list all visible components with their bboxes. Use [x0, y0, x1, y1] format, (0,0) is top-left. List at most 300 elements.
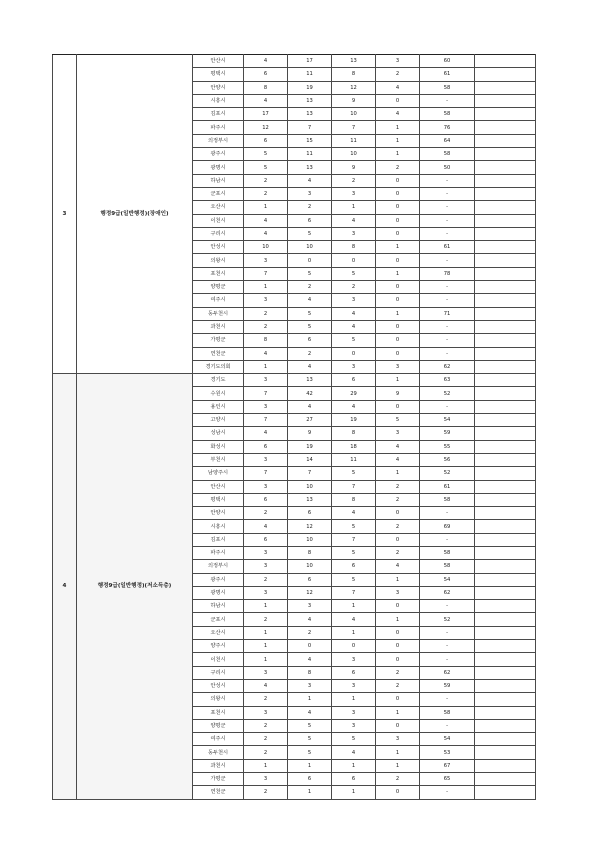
region-cell: 파주시 [193, 546, 244, 559]
value-cell [475, 520, 536, 533]
value-cell: 8 [288, 666, 332, 679]
value-cell: 6 [244, 134, 288, 147]
value-cell: 27 [288, 414, 332, 427]
value-cell: 0 [376, 786, 420, 799]
value-cell: 5 [332, 733, 376, 746]
value-cell: 4 [244, 227, 288, 240]
value-cell [475, 653, 536, 666]
value-cell: 54 [420, 573, 475, 586]
value-cell: 1 [288, 759, 332, 772]
region-cell: 용인시 [193, 400, 244, 413]
value-cell: 0 [376, 254, 420, 267]
region-cell: 양주시 [193, 640, 244, 653]
value-cell [475, 360, 536, 373]
value-cell: 2 [288, 281, 332, 294]
value-cell: 62 [420, 586, 475, 599]
value-cell: 2 [244, 719, 288, 732]
region-cell: 의정부시 [193, 560, 244, 573]
value-cell: - [420, 227, 475, 240]
value-cell: - [420, 94, 475, 107]
region-cell: 경기도의회 [193, 360, 244, 373]
value-cell: 2 [376, 773, 420, 786]
value-cell: 11 [288, 148, 332, 161]
value-cell: 17 [244, 108, 288, 121]
value-cell: 4 [244, 520, 288, 533]
value-cell: 76 [420, 121, 475, 134]
value-cell [475, 108, 536, 121]
value-cell: 4 [244, 347, 288, 360]
region-cell: 의왕시 [193, 693, 244, 706]
recruitment-results-table [52, 54, 536, 800]
value-cell [475, 148, 536, 161]
value-cell [475, 387, 536, 400]
value-cell: 10 [244, 241, 288, 254]
value-cell: 9 [376, 387, 420, 400]
value-cell: 6 [332, 560, 376, 573]
value-cell: 4 [332, 307, 376, 320]
value-cell: 4 [288, 360, 332, 373]
region-cell: 여주시 [193, 733, 244, 746]
value-cell: 61 [420, 241, 475, 254]
value-cell: 1 [244, 653, 288, 666]
value-cell [475, 440, 536, 453]
region-cell: 시흥시 [193, 94, 244, 107]
value-cell: 2 [244, 307, 288, 320]
value-cell: 0 [376, 693, 420, 706]
region-cell: 과천시 [193, 320, 244, 333]
value-cell: 7 [244, 467, 288, 480]
group-number: 3 [53, 55, 77, 374]
region-cell: 하남시 [193, 174, 244, 187]
region-cell: 동두천시 [193, 746, 244, 759]
value-cell: 15 [288, 134, 332, 147]
value-cell: - [420, 600, 475, 613]
value-cell: 3 [244, 374, 288, 387]
value-cell: 1 [244, 360, 288, 373]
region-cell: 의왕시 [193, 254, 244, 267]
value-cell: 7 [288, 467, 332, 480]
value-cell: 7 [244, 267, 288, 280]
value-cell: 10 [288, 241, 332, 254]
value-cell: 2 [376, 493, 420, 506]
value-cell: 1 [376, 267, 420, 280]
table-row [53, 374, 536, 387]
value-cell: 6 [332, 374, 376, 387]
value-cell: 29 [332, 387, 376, 400]
region-cell: 오산시 [193, 201, 244, 214]
value-cell: 5 [288, 267, 332, 280]
value-cell: 56 [420, 453, 475, 466]
value-cell: 10 [288, 560, 332, 573]
region-cell: 의정부시 [193, 134, 244, 147]
value-cell: - [420, 719, 475, 732]
value-cell: 62 [420, 666, 475, 679]
value-cell: 2 [376, 679, 420, 692]
value-cell: 3 [244, 480, 288, 493]
region-cell: 군포시 [193, 187, 244, 200]
value-cell: 11 [332, 134, 376, 147]
value-cell: 3 [244, 560, 288, 573]
value-cell [475, 187, 536, 200]
value-cell [475, 254, 536, 267]
value-cell: 10 [332, 148, 376, 161]
value-cell [475, 227, 536, 240]
value-cell: 10 [332, 108, 376, 121]
value-cell: 4 [288, 294, 332, 307]
value-cell: 4 [376, 560, 420, 573]
value-cell: 8 [244, 81, 288, 94]
value-cell [475, 573, 536, 586]
value-cell: 3 [376, 733, 420, 746]
value-cell: 7 [244, 414, 288, 427]
value-cell: 0 [376, 281, 420, 294]
value-cell: 17 [288, 55, 332, 68]
region-cell: 남양주시 [193, 467, 244, 480]
group-3 [53, 55, 536, 374]
value-cell: 2 [244, 746, 288, 759]
value-cell [475, 480, 536, 493]
table-row [53, 55, 536, 68]
value-cell: 1 [332, 786, 376, 799]
value-cell: 13 [288, 161, 332, 174]
value-cell: 55 [420, 440, 475, 453]
value-cell: 0 [376, 94, 420, 107]
value-cell: - [420, 174, 475, 187]
value-cell: 4 [332, 214, 376, 227]
value-cell: 5 [332, 520, 376, 533]
value-cell: 2 [376, 520, 420, 533]
value-cell [475, 640, 536, 653]
value-cell: 3 [376, 360, 420, 373]
value-cell: 8 [332, 427, 376, 440]
value-cell: 3 [244, 706, 288, 719]
value-cell: - [420, 533, 475, 546]
value-cell: 58 [420, 706, 475, 719]
value-cell [475, 746, 536, 759]
exam-category: 행정9급(일반행정)(장애인) [77, 55, 193, 374]
value-cell: 3 [244, 254, 288, 267]
value-cell [475, 374, 536, 387]
value-cell: - [420, 626, 475, 639]
value-cell: 0 [376, 294, 420, 307]
value-cell: 2 [244, 693, 288, 706]
value-cell: 0 [376, 347, 420, 360]
value-cell: 3 [332, 719, 376, 732]
exam-category: 행정9급(일반행정)(저소득층) [77, 374, 193, 800]
value-cell: 62 [420, 360, 475, 373]
value-cell: 5 [288, 733, 332, 746]
value-cell: 2 [332, 281, 376, 294]
value-cell: 0 [332, 254, 376, 267]
value-cell: 3 [332, 706, 376, 719]
region-cell: 평택시 [193, 493, 244, 506]
value-cell [475, 453, 536, 466]
value-cell: - [420, 507, 475, 520]
value-cell [475, 427, 536, 440]
value-cell: 0 [376, 653, 420, 666]
value-cell [475, 493, 536, 506]
value-cell: 7 [244, 387, 288, 400]
value-cell: 58 [420, 148, 475, 161]
value-cell: 9 [332, 94, 376, 107]
value-cell: 5 [288, 746, 332, 759]
region-cell: 과천시 [193, 759, 244, 772]
value-cell: 50 [420, 161, 475, 174]
value-cell: 1 [376, 613, 420, 626]
value-cell: 1 [244, 626, 288, 639]
value-cell: 4 [288, 653, 332, 666]
value-cell: 0 [376, 600, 420, 613]
value-cell: 1 [376, 374, 420, 387]
value-cell [475, 161, 536, 174]
value-cell: 58 [420, 560, 475, 573]
value-cell: 2 [376, 546, 420, 559]
value-cell: 58 [420, 493, 475, 506]
value-cell: 0 [332, 347, 376, 360]
value-cell: - [420, 294, 475, 307]
value-cell: 3 [332, 679, 376, 692]
value-cell [475, 693, 536, 706]
value-cell [475, 121, 536, 134]
value-cell: 7 [332, 533, 376, 546]
value-cell: 53 [420, 746, 475, 759]
value-cell: 5 [332, 267, 376, 280]
value-cell: 0 [376, 626, 420, 639]
value-cell: 3 [244, 773, 288, 786]
value-cell [475, 134, 536, 147]
value-cell: 5 [332, 467, 376, 480]
value-cell: 0 [376, 334, 420, 347]
region-cell: 안성시 [193, 241, 244, 254]
value-cell [475, 546, 536, 559]
value-cell [475, 507, 536, 520]
value-cell: 5 [244, 161, 288, 174]
value-cell: 0 [376, 640, 420, 653]
region-cell: 광명시 [193, 586, 244, 599]
region-cell: 동두천시 [193, 307, 244, 320]
value-cell [475, 560, 536, 573]
value-cell: 8 [332, 68, 376, 81]
value-cell: 2 [332, 174, 376, 187]
value-cell: 54 [420, 414, 475, 427]
value-cell: 5 [332, 573, 376, 586]
value-cell: 6 [244, 493, 288, 506]
region-cell: 양평군 [193, 281, 244, 294]
value-cell: 1 [376, 759, 420, 772]
value-cell: 4 [376, 453, 420, 466]
value-cell [475, 281, 536, 294]
value-cell: 14 [288, 453, 332, 466]
value-cell: 59 [420, 679, 475, 692]
value-cell [475, 307, 536, 320]
value-cell [475, 241, 536, 254]
value-cell: 2 [244, 174, 288, 187]
region-cell: 양평군 [193, 719, 244, 732]
region-cell: 파주시 [193, 121, 244, 134]
region-cell: 구리시 [193, 666, 244, 679]
value-cell: 12 [244, 121, 288, 134]
value-cell: 1 [376, 307, 420, 320]
value-cell: 1 [332, 201, 376, 214]
region-cell: 광주시 [193, 148, 244, 161]
value-cell: 0 [376, 400, 420, 413]
region-cell: 김포시 [193, 108, 244, 121]
region-cell: 오산시 [193, 626, 244, 639]
value-cell: 2 [376, 666, 420, 679]
value-cell: 4 [244, 94, 288, 107]
value-cell: 8 [332, 493, 376, 506]
value-cell: 5 [244, 148, 288, 161]
region-cell: 시흥시 [193, 520, 244, 533]
region-cell: 가평군 [193, 773, 244, 786]
value-cell: 6 [244, 440, 288, 453]
value-cell: 0 [376, 533, 420, 546]
region-cell: 여주시 [193, 294, 244, 307]
value-cell [475, 55, 536, 68]
value-cell: 58 [420, 546, 475, 559]
value-cell: - [420, 347, 475, 360]
value-cell: - [420, 400, 475, 413]
value-cell: 1 [244, 600, 288, 613]
value-cell: 2 [244, 187, 288, 200]
value-cell: 3 [244, 546, 288, 559]
value-cell: 52 [420, 387, 475, 400]
value-cell: 1 [244, 201, 288, 214]
value-cell: 0 [376, 214, 420, 227]
value-cell: 13 [288, 94, 332, 107]
region-cell: 이천시 [193, 653, 244, 666]
value-cell: 1 [376, 148, 420, 161]
value-cell: 61 [420, 480, 475, 493]
value-cell [475, 467, 536, 480]
region-cell: 광주시 [193, 573, 244, 586]
value-cell: 0 [332, 640, 376, 653]
value-cell: 1 [288, 786, 332, 799]
value-cell: 4 [288, 174, 332, 187]
value-cell: 9 [288, 427, 332, 440]
value-cell: 59 [420, 427, 475, 440]
value-cell: 0 [376, 719, 420, 732]
region-cell: 가평군 [193, 334, 244, 347]
value-cell: 5 [376, 414, 420, 427]
value-cell: - [420, 201, 475, 214]
value-cell [475, 666, 536, 679]
value-cell: 3 [244, 586, 288, 599]
value-cell: 2 [376, 480, 420, 493]
value-cell: 2 [288, 201, 332, 214]
value-cell [475, 347, 536, 360]
value-cell: 2 [244, 733, 288, 746]
value-cell: 0 [376, 320, 420, 333]
value-cell: 8 [288, 546, 332, 559]
value-cell: 6 [288, 334, 332, 347]
value-cell: 1 [332, 693, 376, 706]
value-cell: 6 [288, 573, 332, 586]
value-cell [475, 81, 536, 94]
value-cell: 78 [420, 267, 475, 280]
value-cell: 12 [288, 520, 332, 533]
value-cell: 1 [332, 759, 376, 772]
value-cell: 3 [288, 187, 332, 200]
value-cell: 4 [244, 427, 288, 440]
value-cell: 65 [420, 773, 475, 786]
value-cell: 6 [288, 214, 332, 227]
value-cell: 19 [288, 440, 332, 453]
value-cell: 3 [332, 227, 376, 240]
value-cell: 2 [244, 786, 288, 799]
value-cell: 3 [244, 453, 288, 466]
value-cell: 13 [288, 493, 332, 506]
value-cell: 6 [288, 507, 332, 520]
group-number: 4 [53, 374, 77, 800]
value-cell: 4 [288, 400, 332, 413]
group-4 [53, 374, 536, 800]
value-cell: - [420, 693, 475, 706]
value-cell: 2 [288, 626, 332, 639]
value-cell: 3 [332, 653, 376, 666]
value-cell: 2 [244, 573, 288, 586]
value-cell: 69 [420, 520, 475, 533]
value-cell [475, 773, 536, 786]
value-cell: 4 [288, 613, 332, 626]
value-cell: 6 [332, 773, 376, 786]
value-cell: 1 [244, 759, 288, 772]
value-cell: 0 [376, 507, 420, 520]
value-cell: 1 [376, 573, 420, 586]
region-cell: 안양시 [193, 507, 244, 520]
value-cell: - [420, 254, 475, 267]
value-cell: 12 [332, 81, 376, 94]
value-cell: 9 [332, 161, 376, 174]
value-cell: 18 [332, 440, 376, 453]
value-cell: 7 [288, 121, 332, 134]
value-cell: 3 [376, 55, 420, 68]
value-cell [475, 719, 536, 732]
region-cell: 화성시 [193, 440, 244, 453]
value-cell: 0 [376, 201, 420, 214]
value-cell: 1 [376, 467, 420, 480]
value-cell: 4 [244, 679, 288, 692]
value-cell: 60 [420, 55, 475, 68]
value-cell: 63 [420, 374, 475, 387]
value-cell: 19 [332, 414, 376, 427]
value-cell: 1 [332, 626, 376, 639]
value-cell: 3 [332, 360, 376, 373]
value-cell: 0 [288, 640, 332, 653]
value-cell [475, 586, 536, 599]
value-cell: 5 [288, 320, 332, 333]
region-cell: 하남시 [193, 600, 244, 613]
value-cell: 58 [420, 108, 475, 121]
region-cell: 경기도 [193, 374, 244, 387]
value-cell: 2 [376, 68, 420, 81]
value-cell: 1 [376, 134, 420, 147]
value-cell: 3 [288, 679, 332, 692]
region-cell: 연천군 [193, 786, 244, 799]
value-cell: 3 [376, 586, 420, 599]
value-cell: 4 [332, 400, 376, 413]
value-cell: 6 [288, 773, 332, 786]
value-cell: 61 [420, 68, 475, 81]
value-cell [475, 786, 536, 799]
value-cell: 5 [288, 307, 332, 320]
value-cell: 5 [288, 719, 332, 732]
value-cell: 67 [420, 759, 475, 772]
region-cell: 포천시 [193, 706, 244, 719]
value-cell: 3 [332, 294, 376, 307]
value-cell: 1 [376, 241, 420, 254]
value-cell: 10 [288, 480, 332, 493]
